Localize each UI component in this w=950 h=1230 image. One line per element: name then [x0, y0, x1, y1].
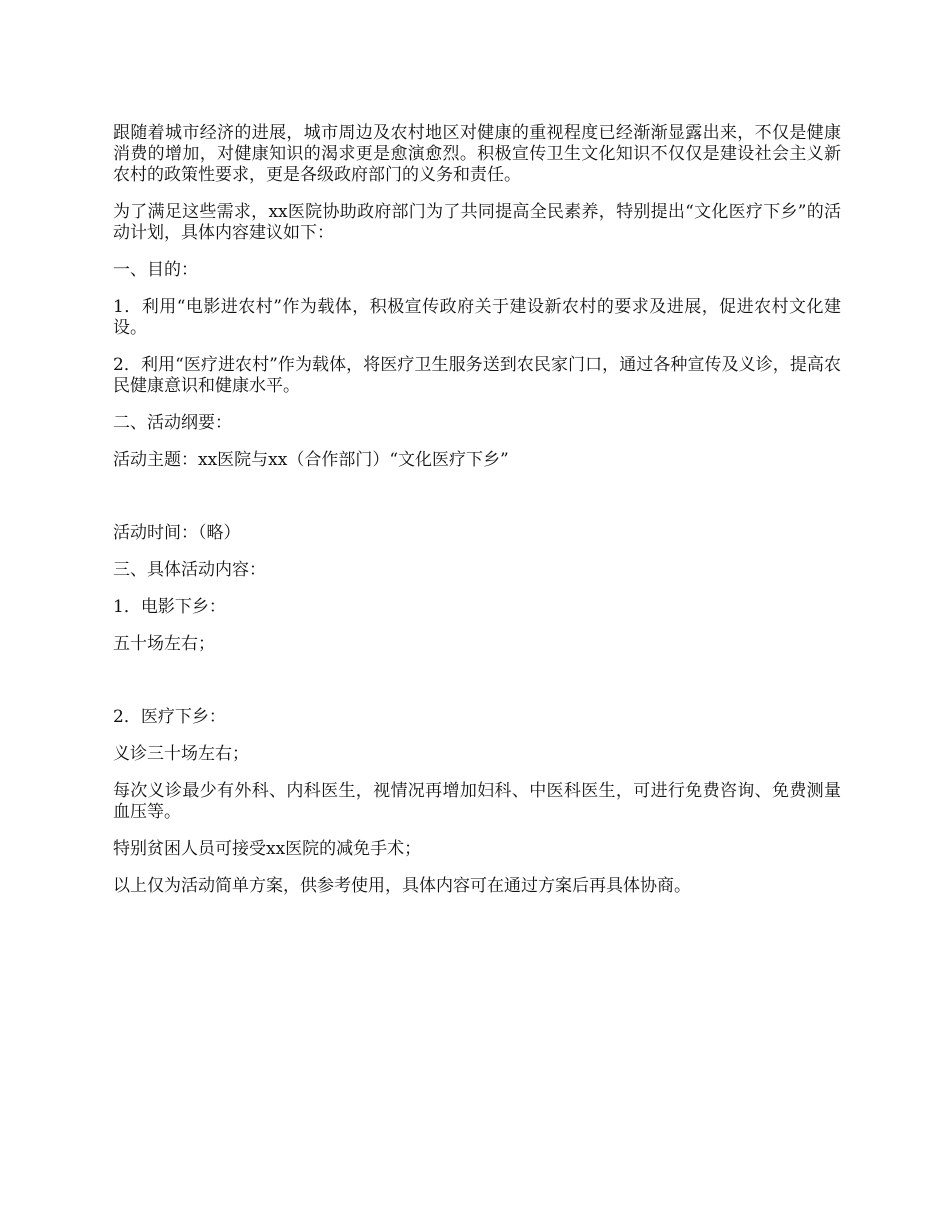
section-heading-objectives: 一、目的： [113, 260, 198, 280]
activity-time: 活动时间：（略） [113, 523, 241, 543]
content-item-medical: 2．医疗下乡： [113, 707, 226, 727]
clinic-count: 义诊三十场左右； [113, 744, 249, 764]
content-item-film: 1．电影下乡： [113, 597, 226, 617]
activity-theme: 活动主题：xx医院与xx（合作部门）“文化医疗下乡” [113, 450, 509, 470]
objective-item-2: 2．利用“医疗进农村”作为载体，将医疗卫生服务送到农民家门口，通过各种宣传及义诊，提高农民健康意识和健康水平。 [113, 355, 841, 396]
surgery-relief: 特别贫困人员可接受xx医院的减免手术； [113, 839, 422, 859]
section-heading-content: 三、具体活动内容： [113, 560, 266, 580]
clinic-staffing: 每次义诊最少有外科、内科医生，视情况再增加妇科、中医科医生，可进行免费咨询、免费测量血压等。 [113, 781, 841, 822]
document-body [113, 123, 841, 913]
purpose-paragraph: 为了满足这些需求，xx医院协助政府部门为了共同提高全民素养，特别提出“文化医疗下乡”的活动计划，具体内容建议如下： [113, 202, 841, 243]
film-count: 五十场左右； [113, 634, 215, 654]
section-heading-outline: 二、活动纲要： [113, 413, 232, 433]
objective-item-1: 1．利用“电影进农村”作为载体，积极宣传政府关于建设新农村的要求及进展，促进农村文化建设。 [113, 297, 841, 338]
intro-paragraph: 跟随着城市经济的进展，城市周边及农村地区对健康的重视程度已经渐渐显露出来，不仅是健康消费的增加，对健康知识的渴求更是愈演愈烈。积极宣传卫生文化知识不仅仅是建设社会主义新农村的政策性要求，更是各级政府部门的义务和责任。 [113, 123, 841, 185]
closing-note: 以上仅为活动简单方案，供参考使用，具体内容可在通过方案后再具体协商。 [113, 876, 691, 896]
